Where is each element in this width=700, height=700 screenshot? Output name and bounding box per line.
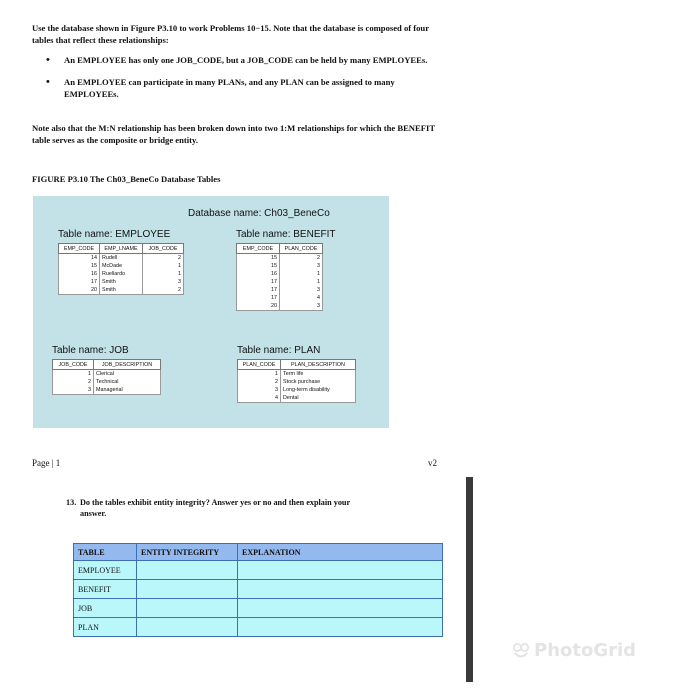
table-cell: 4 <box>238 394 281 403</box>
table-cell: 1 <box>238 370 281 379</box>
column-header: EMP_CODE <box>59 244 100 254</box>
plan-table <box>237 359 356 403</box>
table-row <box>238 386 356 394</box>
table-cell: 17 <box>237 294 280 302</box>
plan-table-title: Table name: PLAN <box>237 345 321 356</box>
table-row <box>74 580 443 599</box>
explanation-answer-cell[interactable] <box>238 580 443 599</box>
table-cell: 17 <box>59 278 100 286</box>
table-cell: Rudell <box>100 254 143 263</box>
column-header-table: TABLE <box>74 544 137 561</box>
database-figure <box>33 196 389 428</box>
column-header: PLAN_DESCRIPTION <box>281 360 356 370</box>
column-header: EMP_LNAME <box>100 244 143 254</box>
watermark-text: PhotoGrid <box>534 640 637 661</box>
table-cell: 14 <box>59 254 100 263</box>
table-cell: Ruellardo <box>100 270 143 278</box>
table-name-cell: PLAN <box>74 618 137 637</box>
relationship-bullets <box>44 54 444 110</box>
table-cell: 2 <box>53 378 94 386</box>
table-row <box>237 270 323 278</box>
employee-table-title: Table name: EMPLOYEE <box>58 229 171 240</box>
table-row <box>74 561 443 580</box>
job-table-title: Table name: JOB <box>52 345 129 356</box>
table-row <box>59 286 184 295</box>
table-cell: Dental <box>281 394 356 403</box>
table-cell: 3 <box>280 262 323 270</box>
question-text-continued: answer. <box>80 509 107 518</box>
entity-integrity-answer-cell[interactable] <box>137 618 238 637</box>
header-row <box>74 544 443 561</box>
entity-integrity-answer-cell[interactable] <box>137 599 238 618</box>
entity-integrity-table <box>73 543 443 637</box>
table-row <box>237 294 323 302</box>
table-cell: 20 <box>59 286 100 295</box>
benefit-table-title: Table name: BENEFIT <box>236 229 336 240</box>
vertical-divider <box>466 477 473 682</box>
table-row <box>74 618 443 637</box>
entity-integrity-answer-cell[interactable] <box>137 580 238 599</box>
table-cell: Clerical <box>94 370 161 379</box>
table-cell: 17 <box>237 278 280 286</box>
table-row <box>237 278 323 286</box>
explanation-answer-cell[interactable] <box>238 599 443 618</box>
photogrid-logo-icon <box>512 642 530 660</box>
column-header-explanation: EXPLANATION <box>238 544 443 561</box>
table-cell: 1 <box>280 270 323 278</box>
column-header: JOB_CODE <box>53 360 94 370</box>
explanation-answer-cell[interactable] <box>238 618 443 637</box>
table-row <box>237 302 323 311</box>
table-name-cell: BENEFIT <box>74 580 137 599</box>
table-cell: Term life <box>281 370 356 379</box>
table-cell: 15 <box>59 262 100 270</box>
table-cell: 1 <box>143 270 184 278</box>
note-paragraph: Note also that the M:N relationship has been broken down into two 1:M relationships for which the BENEFIT table serves as the composite or bridge entity. <box>32 123 435 145</box>
column-header: JOB_DESCRIPTION <box>94 360 161 370</box>
table-name-cell: JOB <box>74 599 137 618</box>
column-header: JOB_CODE <box>143 244 184 254</box>
table-cell: Long-term disability <box>281 386 356 394</box>
photogrid-watermark <box>512 640 636 661</box>
explanation-answer-cell[interactable] <box>238 561 443 580</box>
table-cell: 16 <box>237 270 280 278</box>
bullet-item: • An EMPLOYEE can participate in many PLANs, and any PLAN can be assigned to many EMPLOYEEs. <box>44 76 444 100</box>
benefit-table <box>236 243 323 311</box>
table-cell: 1 <box>53 370 94 379</box>
table-cell: 3 <box>143 278 184 286</box>
table-cell: 1 <box>143 262 184 270</box>
job-table <box>52 359 161 395</box>
page-number: Page | 1 <box>32 458 61 468</box>
table-row <box>238 378 356 386</box>
table-row <box>53 370 161 379</box>
question-text: Do the tables exhibit entity integrity? Answer yes or no and then explain your <box>80 498 351 507</box>
table-cell: 15 <box>237 262 280 270</box>
table-row <box>237 262 323 270</box>
question-13 <box>66 497 406 519</box>
table-cell: Smith <box>100 278 143 286</box>
table-cell: 16 <box>59 270 100 278</box>
table-name-cell: EMPLOYEE <box>74 561 137 580</box>
table-cell: 3 <box>238 386 281 394</box>
table-row <box>59 278 184 286</box>
table-row <box>238 394 356 403</box>
entity-integrity-answer-cell[interactable] <box>137 561 238 580</box>
table-cell: Stock purchase <box>281 378 356 386</box>
intro-paragraph: Use the database shown in Figure P3.10 to work Problems 10−15. Note that the database is composed of four tables that reflect these relationships: <box>32 23 429 45</box>
table-row <box>53 386 161 395</box>
table-row <box>237 286 323 294</box>
table-cell: Technical <box>94 378 161 386</box>
table-cell: Smith <box>100 286 143 295</box>
table-row <box>59 262 184 270</box>
table-cell: 17 <box>237 286 280 294</box>
table-row <box>238 370 356 379</box>
table-row <box>59 270 184 278</box>
table-row <box>59 254 184 263</box>
table-row <box>53 378 161 386</box>
employee-table <box>58 243 184 295</box>
table-cell: 3 <box>53 386 94 395</box>
table-cell: 4 <box>280 294 323 302</box>
table-cell: 15 <box>237 254 280 263</box>
database-name: Database name: Ch03_BeneCo <box>188 208 330 219</box>
table-cell: 2 <box>143 254 184 263</box>
table-cell: 2 <box>143 286 184 295</box>
table-row <box>74 599 443 618</box>
table-cell: 1 <box>280 278 323 286</box>
table-cell: Managerial <box>94 386 161 395</box>
table-cell: 2 <box>238 378 281 386</box>
table-cell: 3 <box>280 302 323 311</box>
table-cell: 3 <box>280 286 323 294</box>
column-header: PLAN_CODE <box>238 360 281 370</box>
version-label: v2 <box>428 458 437 468</box>
column-header: EMP_CODE <box>237 244 280 254</box>
question-number: 13. <box>66 498 77 507</box>
column-header: PLAN_CODE <box>280 244 323 254</box>
table-cell: 20 <box>237 302 280 311</box>
table-cell: McDade <box>100 262 143 270</box>
table-cell: 2 <box>280 254 323 263</box>
figure-caption: FIGURE P3.10 The Ch03_BeneCo Database Tables <box>32 174 221 184</box>
bullet-item: • An EMPLOYEE has only one JOB_CODE, but a JOB_CODE can be held by many EMPLOYEEs. <box>44 54 444 66</box>
table-row <box>237 254 323 263</box>
column-header-entity-integrity: ENTITY INTEGRITY <box>137 544 238 561</box>
